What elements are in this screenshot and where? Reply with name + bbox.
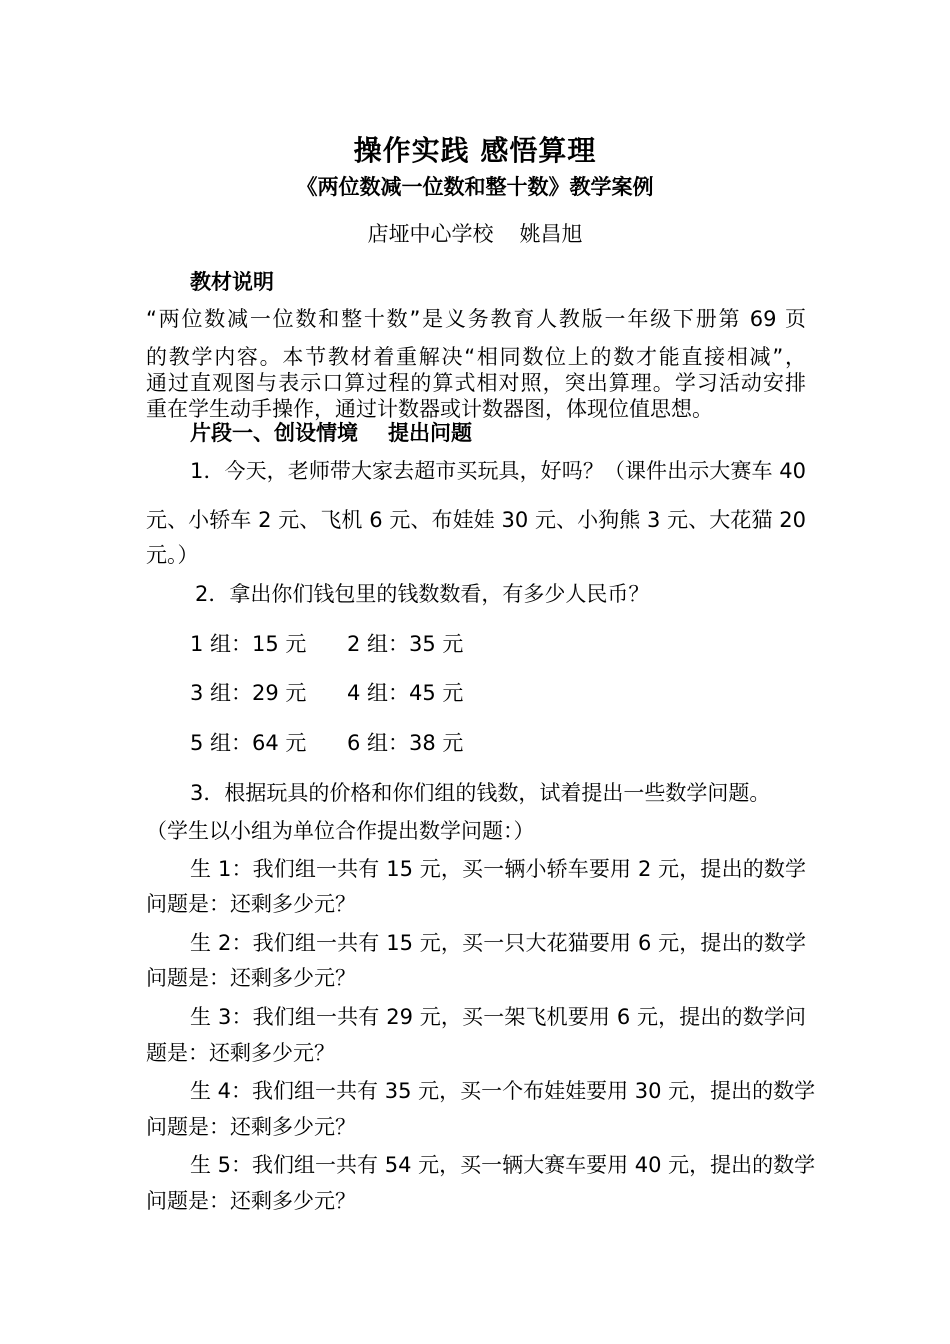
group-row [190,729,463,757]
student-answer-line: 生 1：我们组一共有 15 元，买一辆小轿车要用 2 元，提出的数学 [190,857,806,881]
student-answer-line: 题是：还剩多少元？ [146,1041,335,1065]
group-row [190,630,463,658]
student-answer-line: 生 5：我们组一共有 54 元，买一辆大赛车要用 40 元，提出的数学 [190,1153,816,1177]
group-amount: 1 组：15 元 [190,632,307,656]
paragraph-line: 通过直观图与表示口算过程的算式相对照，突出算理。学习活动安排 [146,371,806,395]
group-row [190,679,463,707]
paragraph-line: 重在学生动手操作，通过计数器或计数器图，体现位值思想。 [146,397,713,421]
paragraph-line: 1．今天，老师带大家去超市买玩具，好吗？（课件出示大赛车 40 [190,459,806,483]
student-answer-line: 生 4：我们组一共有 35 元，买一个布娃娃要用 30 元，提出的数学 [190,1079,816,1103]
paragraph-line: “两位数减一位数和整十数”是义务教育人教版一年级下册第 69 页 [146,307,806,331]
student-answer-line: 问题是：还剩多少元？ [146,1115,356,1139]
group-amount: 4 组：45 元 [347,681,464,705]
page-subtitle: 《两位数减一位数和整十数》教学案例 [296,175,654,199]
paragraph-line: 3．根据玩具的价格和你们组的钱数，试着提出一些数学问题。 [190,781,771,805]
student-answer-line: 问题是：还剩多少元？ [146,1189,356,1213]
section-heading-episode-1 [190,419,472,447]
group-amount: 2 组：35 元 [347,632,464,656]
paragraph-line: （学生以小组为单位合作提出数学问题：） [146,819,535,843]
student-answer-line: 生 2：我们组一共有 15 元，买一只大花猫要用 6 元，提出的数学 [190,931,806,955]
group-amount: 5 组：64 元 [190,731,307,755]
paragraph-line: 元、小轿车 2 元、飞机 6 元、布娃娃 30 元、小狗熊 3 元、大花猫 20 [146,508,806,532]
section-heading-part: 片段一、创设情境 [190,421,358,445]
group-amount: 3 组：29 元 [190,681,307,705]
paragraph-line: 2．拿出你们钱包里的钱数数看，有多少人民币？ [195,582,650,606]
group-amount: 6 组：38 元 [347,731,464,755]
student-answer-line: 问题是：还剩多少元？ [146,892,356,916]
student-answer-line: 问题是：还剩多少元？ [146,966,356,990]
section-heading-part: 提出问题 [388,421,472,445]
student-answer-line: 生 3：我们组一共有 29 元，买一架飞机要用 6 元，提出的数学问 [190,1005,806,1029]
section-heading-textbook: 教材说明 [190,270,274,294]
school-name: 店垭中心学校 [367,222,494,246]
author-name: 姚昌旭 [519,222,583,246]
paragraph-line: 元。） [146,543,199,567]
author-line [0,220,950,248]
page-title: 操作实践 感悟算理 [353,134,597,167]
paragraph-line: 的教学内容。本节教材着重解决“相同数位上的数才能直接相减”， [146,345,806,369]
